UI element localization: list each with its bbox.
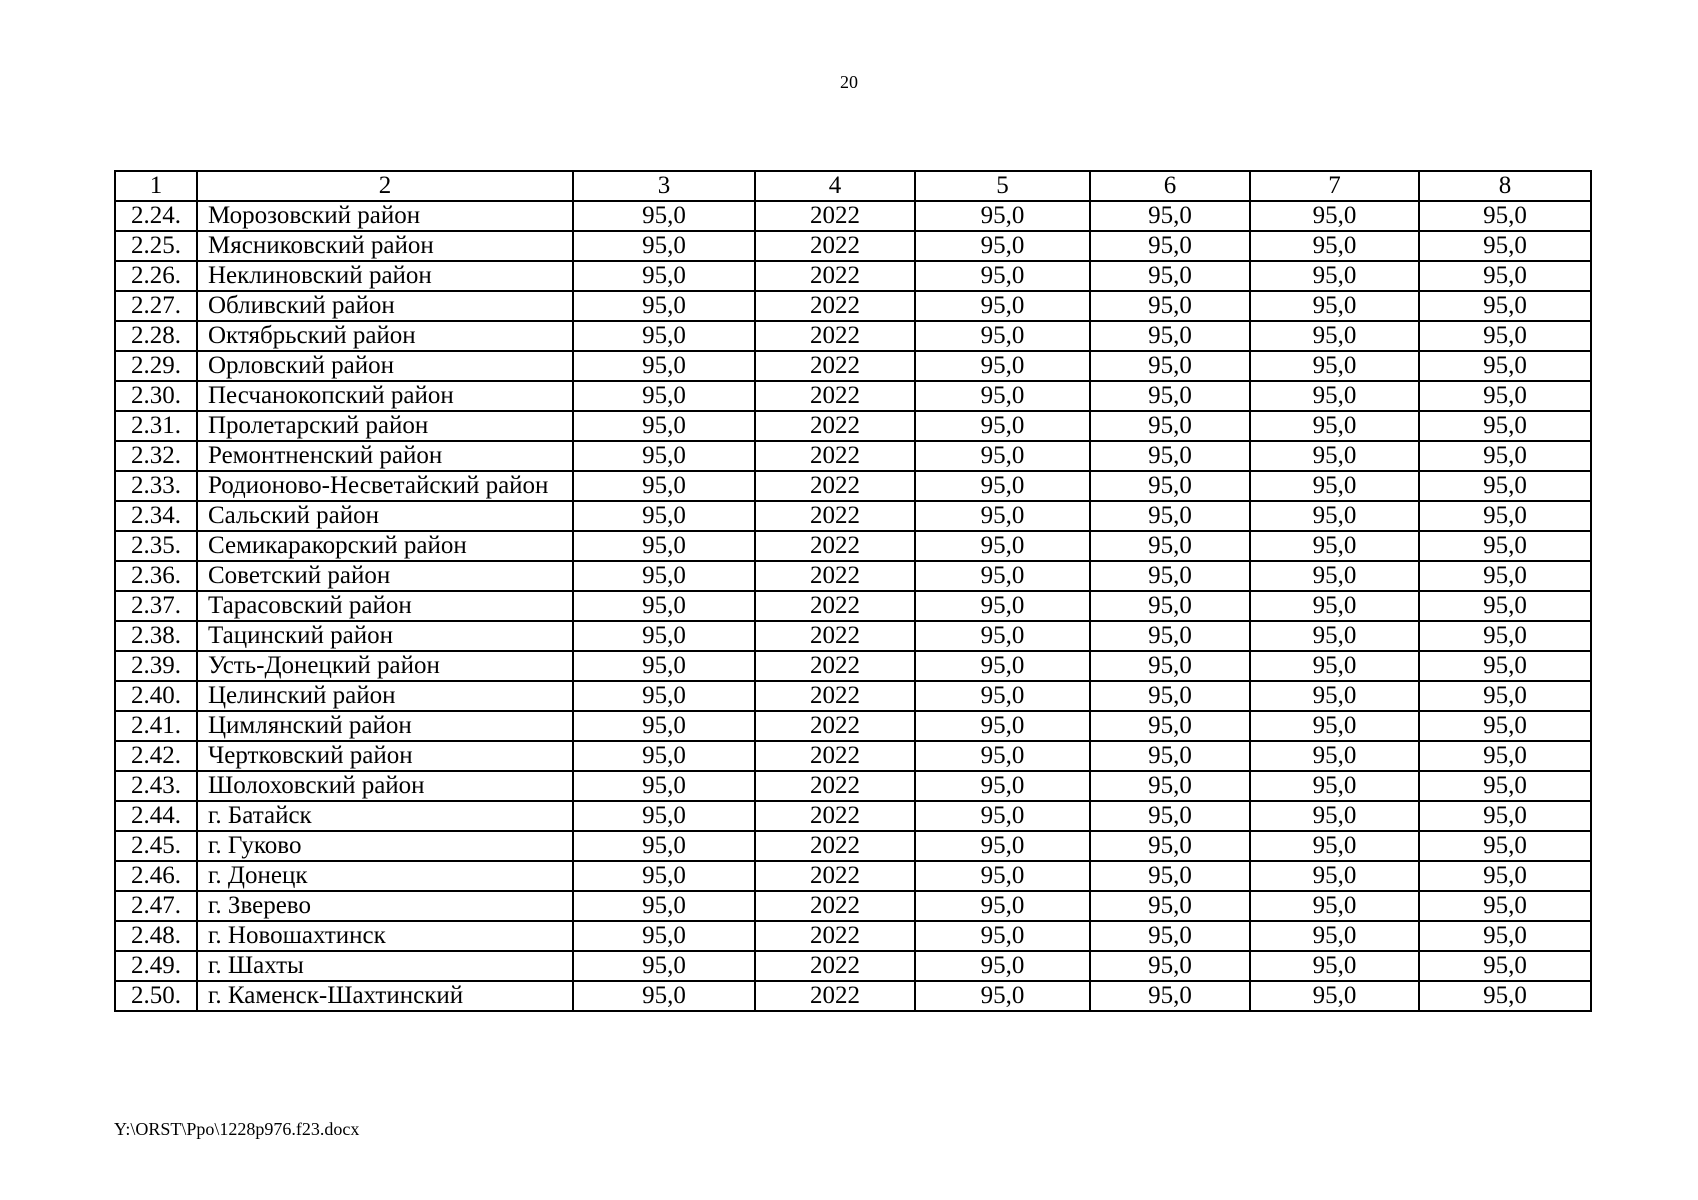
- row-number-cell: 2.46.: [115, 861, 197, 891]
- column-6-cell: 95,0: [1090, 321, 1250, 351]
- column-8-cell: 95,0: [1419, 651, 1591, 681]
- district-name-cell: Усть-Донецкий район: [197, 651, 573, 681]
- row-number-cell: 2.47.: [115, 891, 197, 921]
- column-5-cell: 95,0: [915, 711, 1090, 741]
- column-4-cell: 2022: [755, 411, 915, 441]
- table-row: [115, 921, 1591, 951]
- table-row: [115, 741, 1591, 771]
- column-7-cell: 95,0: [1250, 861, 1419, 891]
- column-6-cell: 95,0: [1090, 201, 1250, 231]
- column-5-cell: 95,0: [915, 651, 1090, 681]
- column-8-cell: 95,0: [1419, 351, 1591, 381]
- column-6-cell: 95,0: [1090, 381, 1250, 411]
- column-8-cell: 95,0: [1419, 321, 1591, 351]
- column-5-cell: 95,0: [915, 531, 1090, 561]
- column-4-cell: 2022: [755, 321, 915, 351]
- column-8-cell: 95,0: [1419, 861, 1591, 891]
- row-number-cell: 2.24.: [115, 201, 197, 231]
- column-4-cell: 2022: [755, 531, 915, 561]
- column-7-cell: 95,0: [1250, 291, 1419, 321]
- district-name-cell: Обливский район: [197, 291, 573, 321]
- column-7-cell: 95,0: [1250, 891, 1419, 921]
- column-6-cell: 95,0: [1090, 621, 1250, 651]
- column-3-cell: 95,0: [573, 291, 755, 321]
- row-number-cell: 2.34.: [115, 501, 197, 531]
- row-number-cell: 2.26.: [115, 261, 197, 291]
- table-row: [115, 321, 1591, 351]
- column-7-cell: 95,0: [1250, 201, 1419, 231]
- column-7-cell: 95,0: [1250, 561, 1419, 591]
- table-row: [115, 651, 1591, 681]
- column-6-cell: 95,0: [1090, 261, 1250, 291]
- column-8-cell: 95,0: [1419, 771, 1591, 801]
- column-6-cell: 95,0: [1090, 231, 1250, 261]
- column-7-cell: 95,0: [1250, 531, 1419, 561]
- column-3-cell: 95,0: [573, 891, 755, 921]
- table-header-row: [115, 171, 1591, 201]
- column-7-cell: 95,0: [1250, 591, 1419, 621]
- column-8-cell: 95,0: [1419, 621, 1591, 651]
- column-3-cell: 95,0: [573, 411, 755, 441]
- column-7-cell: 95,0: [1250, 621, 1419, 651]
- column-3-cell: 95,0: [573, 531, 755, 561]
- column-8-cell: 95,0: [1419, 921, 1591, 951]
- column-7-cell: 95,0: [1250, 771, 1419, 801]
- column-3-cell: 95,0: [573, 861, 755, 891]
- district-name-cell: Шолоховский район: [197, 771, 573, 801]
- column-6-cell: 95,0: [1090, 441, 1250, 471]
- column-6-cell: 95,0: [1090, 741, 1250, 771]
- column-3-cell: 95,0: [573, 231, 755, 261]
- table-body: [115, 171, 1591, 1011]
- column-8-cell: 95,0: [1419, 381, 1591, 411]
- column-5-cell: 95,0: [915, 591, 1090, 621]
- column-8-cell: 95,0: [1419, 531, 1591, 561]
- table-row: [115, 201, 1591, 231]
- column-8-cell: 95,0: [1419, 711, 1591, 741]
- column-3-cell: 95,0: [573, 711, 755, 741]
- column-7-cell: 95,0: [1250, 981, 1419, 1011]
- row-number-cell: 2.35.: [115, 531, 197, 561]
- district-name-cell: г. Батайск: [197, 801, 573, 831]
- row-number-cell: 2.50.: [115, 981, 197, 1011]
- row-number-cell: 2.31.: [115, 411, 197, 441]
- column-5-cell: 95,0: [915, 411, 1090, 441]
- table-row: [115, 591, 1591, 621]
- column-7-cell: 95,0: [1250, 351, 1419, 381]
- column-7-cell: 95,0: [1250, 231, 1419, 261]
- column-3-cell: 95,0: [573, 621, 755, 651]
- table-row: [115, 681, 1591, 711]
- column-3-cell: 95,0: [573, 381, 755, 411]
- column-3-cell: 95,0: [573, 441, 755, 471]
- column-5-cell: 95,0: [915, 891, 1090, 921]
- column-6-cell: 95,0: [1090, 291, 1250, 321]
- column-5-cell: 95,0: [915, 471, 1090, 501]
- column-5-cell: 95,0: [915, 291, 1090, 321]
- row-number-cell: 2.43.: [115, 771, 197, 801]
- column-4-cell: 2022: [755, 591, 915, 621]
- district-name-cell: г. Новошахтинск: [197, 921, 573, 951]
- district-name-cell: г. Гуково: [197, 831, 573, 861]
- column-5-cell: 95,0: [915, 861, 1090, 891]
- column-6-cell: 95,0: [1090, 801, 1250, 831]
- column-4-cell: 2022: [755, 351, 915, 381]
- district-name-cell: Тацинский район: [197, 621, 573, 651]
- row-number-cell: 2.29.: [115, 351, 197, 381]
- table-row: [115, 561, 1591, 591]
- column-8-cell: 95,0: [1419, 441, 1591, 471]
- column-4-cell: 2022: [755, 801, 915, 831]
- table-row: [115, 891, 1591, 921]
- column-7-cell: 95,0: [1250, 711, 1419, 741]
- column-header: 3: [573, 171, 755, 201]
- column-7-cell: 95,0: [1250, 501, 1419, 531]
- column-4-cell: 2022: [755, 711, 915, 741]
- column-8-cell: 95,0: [1419, 501, 1591, 531]
- column-4-cell: 2022: [755, 621, 915, 651]
- column-3-cell: 95,0: [573, 501, 755, 531]
- footer-file-path: Y:\ORST\Ppo\1228p976.f23.docx: [114, 1119, 360, 1139]
- column-5-cell: 95,0: [915, 501, 1090, 531]
- column-8-cell: 95,0: [1419, 591, 1591, 621]
- table-row: [115, 231, 1591, 261]
- column-6-cell: 95,0: [1090, 531, 1250, 561]
- column-3-cell: 95,0: [573, 741, 755, 771]
- district-name-cell: Пролетарский район: [197, 411, 573, 441]
- column-4-cell: 2022: [755, 561, 915, 591]
- table-row: [115, 711, 1591, 741]
- district-name-cell: Октябрьский район: [197, 321, 573, 351]
- table-row: [115, 441, 1591, 471]
- column-8-cell: 95,0: [1419, 231, 1591, 261]
- column-6-cell: 95,0: [1090, 771, 1250, 801]
- column-4-cell: 2022: [755, 981, 915, 1011]
- table-row: [115, 501, 1591, 531]
- column-5-cell: 95,0: [915, 771, 1090, 801]
- column-4-cell: 2022: [755, 861, 915, 891]
- column-8-cell: 95,0: [1419, 981, 1591, 1011]
- table-row: [115, 981, 1591, 1011]
- column-8-cell: 95,0: [1419, 801, 1591, 831]
- column-7-cell: 95,0: [1250, 441, 1419, 471]
- column-8-cell: 95,0: [1419, 891, 1591, 921]
- row-number-cell: 2.30.: [115, 381, 197, 411]
- column-6-cell: 95,0: [1090, 591, 1250, 621]
- table-row: [115, 381, 1591, 411]
- column-6-cell: 95,0: [1090, 981, 1250, 1011]
- column-4-cell: 2022: [755, 471, 915, 501]
- column-7-cell: 95,0: [1250, 471, 1419, 501]
- table-row: [115, 951, 1591, 981]
- column-header: 1: [115, 171, 197, 201]
- column-4-cell: 2022: [755, 831, 915, 861]
- column-3-cell: 95,0: [573, 201, 755, 231]
- column-4-cell: 2022: [755, 771, 915, 801]
- column-5-cell: 95,0: [915, 951, 1090, 981]
- column-6-cell: 95,0: [1090, 891, 1250, 921]
- data-table: [114, 170, 1592, 1012]
- column-7-cell: 95,0: [1250, 651, 1419, 681]
- district-name-cell: г. Шахты: [197, 951, 573, 981]
- row-number-cell: 2.48.: [115, 921, 197, 951]
- column-header: 8: [1419, 171, 1591, 201]
- column-4-cell: 2022: [755, 261, 915, 291]
- column-3-cell: 95,0: [573, 651, 755, 681]
- row-number-cell: 2.27.: [115, 291, 197, 321]
- column-3-cell: 95,0: [573, 321, 755, 351]
- district-name-cell: г. Донецк: [197, 861, 573, 891]
- column-6-cell: 95,0: [1090, 501, 1250, 531]
- district-name-cell: Родионово-Несветайский район: [197, 471, 573, 501]
- column-6-cell: 95,0: [1090, 351, 1250, 381]
- column-5-cell: 95,0: [915, 351, 1090, 381]
- district-name-cell: Тарасовский район: [197, 591, 573, 621]
- column-8-cell: 95,0: [1419, 471, 1591, 501]
- column-5-cell: 95,0: [915, 231, 1090, 261]
- column-6-cell: 95,0: [1090, 411, 1250, 441]
- column-header: 7: [1250, 171, 1419, 201]
- row-number-cell: 2.40.: [115, 681, 197, 711]
- column-8-cell: 95,0: [1419, 951, 1591, 981]
- column-6-cell: 95,0: [1090, 681, 1250, 711]
- row-number-cell: 2.36.: [115, 561, 197, 591]
- column-7-cell: 95,0: [1250, 951, 1419, 981]
- column-7-cell: 95,0: [1250, 261, 1419, 291]
- row-number-cell: 2.49.: [115, 951, 197, 981]
- column-7-cell: 95,0: [1250, 321, 1419, 351]
- district-name-cell: Неклиновский район: [197, 261, 573, 291]
- row-number-cell: 2.37.: [115, 591, 197, 621]
- column-5-cell: 95,0: [915, 201, 1090, 231]
- column-4-cell: 2022: [755, 921, 915, 951]
- column-3-cell: 95,0: [573, 471, 755, 501]
- column-5-cell: 95,0: [915, 921, 1090, 951]
- column-8-cell: 95,0: [1419, 831, 1591, 861]
- column-8-cell: 95,0: [1419, 201, 1591, 231]
- district-name-cell: Цимлянский район: [197, 711, 573, 741]
- table-row: [115, 861, 1591, 891]
- column-6-cell: 95,0: [1090, 471, 1250, 501]
- column-7-cell: 95,0: [1250, 741, 1419, 771]
- row-number-cell: 2.42.: [115, 741, 197, 771]
- column-6-cell: 95,0: [1090, 561, 1250, 591]
- column-5-cell: 95,0: [915, 681, 1090, 711]
- column-header: 5: [915, 171, 1090, 201]
- column-8-cell: 95,0: [1419, 681, 1591, 711]
- table-row: [115, 831, 1591, 861]
- district-name-cell: г. Каменск-Шахтинский: [197, 981, 573, 1011]
- column-3-cell: 95,0: [573, 831, 755, 861]
- column-7-cell: 95,0: [1250, 801, 1419, 831]
- column-4-cell: 2022: [755, 891, 915, 921]
- column-5-cell: 95,0: [915, 261, 1090, 291]
- column-3-cell: 95,0: [573, 561, 755, 591]
- district-name-cell: Орловский район: [197, 351, 573, 381]
- column-4-cell: 2022: [755, 501, 915, 531]
- column-4-cell: 2022: [755, 441, 915, 471]
- column-7-cell: 95,0: [1250, 681, 1419, 711]
- column-5-cell: 95,0: [915, 831, 1090, 861]
- column-8-cell: 95,0: [1419, 411, 1591, 441]
- column-3-cell: 95,0: [573, 801, 755, 831]
- district-name-cell: Целинский район: [197, 681, 573, 711]
- row-number-cell: 2.39.: [115, 651, 197, 681]
- column-7-cell: 95,0: [1250, 411, 1419, 441]
- column-3-cell: 95,0: [573, 921, 755, 951]
- column-6-cell: 95,0: [1090, 711, 1250, 741]
- column-header: 4: [755, 171, 915, 201]
- row-number-cell: 2.25.: [115, 231, 197, 261]
- column-header: 6: [1090, 171, 1250, 201]
- district-name-cell: Сальский район: [197, 501, 573, 531]
- table-row: [115, 411, 1591, 441]
- row-number-cell: 2.33.: [115, 471, 197, 501]
- column-3-cell: 95,0: [573, 591, 755, 621]
- column-3-cell: 95,0: [573, 951, 755, 981]
- column-4-cell: 2022: [755, 381, 915, 411]
- district-name-cell: Семикаракорский район: [197, 531, 573, 561]
- column-6-cell: 95,0: [1090, 951, 1250, 981]
- column-4-cell: 2022: [755, 291, 915, 321]
- column-6-cell: 95,0: [1090, 921, 1250, 951]
- column-5-cell: 95,0: [915, 561, 1090, 591]
- table-row: [115, 291, 1591, 321]
- district-name-cell: Советский район: [197, 561, 573, 591]
- row-number-cell: 2.45.: [115, 831, 197, 861]
- row-number-cell: 2.41.: [115, 711, 197, 741]
- column-6-cell: 95,0: [1090, 831, 1250, 861]
- column-5-cell: 95,0: [915, 441, 1090, 471]
- column-5-cell: 95,0: [915, 621, 1090, 651]
- column-5-cell: 95,0: [915, 741, 1090, 771]
- column-7-cell: 95,0: [1250, 921, 1419, 951]
- column-6-cell: 95,0: [1090, 651, 1250, 681]
- district-name-cell: Мясниковский район: [197, 231, 573, 261]
- column-8-cell: 95,0: [1419, 561, 1591, 591]
- column-6-cell: 95,0: [1090, 861, 1250, 891]
- column-5-cell: 95,0: [915, 321, 1090, 351]
- column-header: 2: [197, 171, 573, 201]
- column-7-cell: 95,0: [1250, 381, 1419, 411]
- column-3-cell: 95,0: [573, 681, 755, 711]
- row-number-cell: 2.28.: [115, 321, 197, 351]
- district-name-cell: Песчанокопский район: [197, 381, 573, 411]
- column-5-cell: 95,0: [915, 801, 1090, 831]
- row-number-cell: 2.32.: [115, 441, 197, 471]
- column-5-cell: 95,0: [915, 381, 1090, 411]
- column-4-cell: 2022: [755, 231, 915, 261]
- district-name-cell: Морозовский район: [197, 201, 573, 231]
- district-name-cell: г. Зверево: [197, 891, 573, 921]
- column-4-cell: 2022: [755, 741, 915, 771]
- column-8-cell: 95,0: [1419, 261, 1591, 291]
- table-row: [115, 771, 1591, 801]
- row-number-cell: 2.38.: [115, 621, 197, 651]
- district-name-cell: Чертковский район: [197, 741, 573, 771]
- column-4-cell: 2022: [755, 201, 915, 231]
- column-3-cell: 95,0: [573, 981, 755, 1011]
- column-5-cell: 95,0: [915, 981, 1090, 1011]
- table-row: [115, 801, 1591, 831]
- column-7-cell: 95,0: [1250, 831, 1419, 861]
- table-row: [115, 531, 1591, 561]
- column-3-cell: 95,0: [573, 351, 755, 381]
- table-row: [115, 261, 1591, 291]
- district-name-cell: Ремонтненский район: [197, 441, 573, 471]
- column-8-cell: 95,0: [1419, 741, 1591, 771]
- column-3-cell: 95,0: [573, 261, 755, 291]
- page-number: 20: [840, 72, 858, 92]
- table-row: [115, 471, 1591, 501]
- table-row: [115, 621, 1591, 651]
- column-4-cell: 2022: [755, 951, 915, 981]
- row-number-cell: 2.44.: [115, 801, 197, 831]
- column-4-cell: 2022: [755, 651, 915, 681]
- column-8-cell: 95,0: [1419, 291, 1591, 321]
- column-4-cell: 2022: [755, 681, 915, 711]
- column-3-cell: 95,0: [573, 771, 755, 801]
- table-row: [115, 351, 1591, 381]
